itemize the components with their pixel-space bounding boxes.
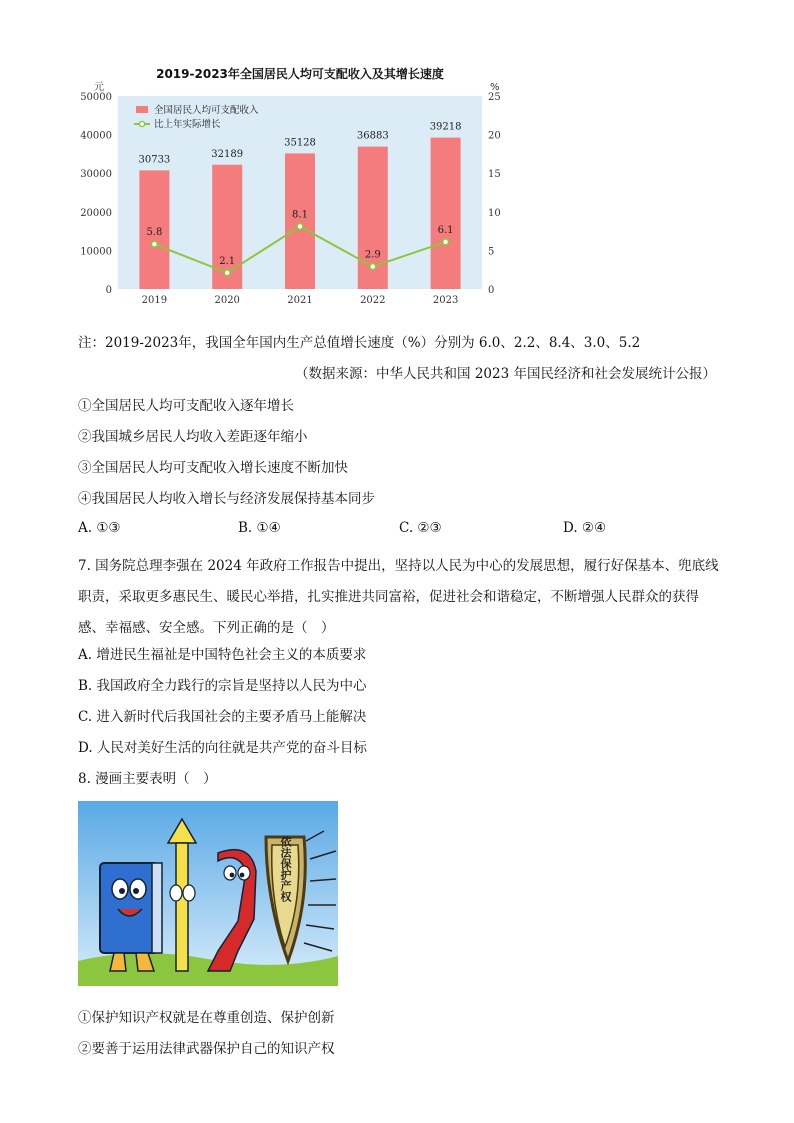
y-left-tick: 20000	[80, 207, 112, 219]
x-tick: 2021	[287, 295, 313, 306]
y-left-tick: 30000	[80, 169, 112, 181]
q7-option-d[interactable]: D. 人民对美好生活的向往就是共产党的奋斗目标	[78, 740, 367, 756]
y-right-tick: 15	[488, 169, 501, 181]
q6-statement-4: ④我国居民人均收入增长与经济发展保持基本同步	[78, 491, 375, 507]
q7-option-a[interactable]: A. 增进民生福祉是中国特色社会主义的本质要求	[78, 647, 367, 663]
growth-label: 8.1	[292, 209, 308, 221]
legend-line-marker	[139, 121, 144, 126]
y-left-tick: 50000	[80, 92, 112, 103]
cartoon-illustration	[78, 801, 338, 986]
ip-protection-cartoon	[78, 801, 338, 986]
q7-option-c[interactable]: C. 进入新时代后我国社会的主要矛盾马上能解决	[78, 709, 367, 725]
bar	[285, 153, 315, 289]
bar-label: 36883	[356, 130, 389, 142]
y-left-tick: 40000	[80, 130, 112, 142]
q7-option-b[interactable]: B. 我国政府全力践行的宗旨是坚持以人民为中心	[78, 678, 367, 694]
q8-stem: 8. 漫画主要表明（ ）	[78, 771, 217, 787]
y-left-tick: 10000	[80, 246, 112, 258]
bar	[431, 138, 461, 289]
q6-options	[78, 520, 718, 540]
x-tick: 2023	[432, 295, 459, 306]
q7-stem: 7. 国务院总理李强在 2024 年政府工作报告中提出，坚持以人民为中心的发展思想，履行好保基本、兜底线职责，采取更多惠民生、暖民心举措，扎实推进共同富裕，促进社会和谐稳定，不断增强人民群众的获得感、幸福感、安全感。下列正确的是（ ）	[78, 558, 719, 636]
income-chart-svg	[70, 62, 530, 312]
x-tick: 2020	[214, 295, 240, 306]
growth-label: 5.8	[146, 227, 163, 239]
q8-statement-2: ②要善于运用法律武器保护自己的知识产权	[78, 1041, 335, 1057]
q6-statement-3: ③全国居民人均可支配收入增长速度不断加快	[78, 460, 348, 476]
x-tick: 2019	[141, 295, 168, 306]
bar-label: 32189	[211, 148, 244, 160]
growth-label: 6.1	[437, 224, 454, 236]
chart-title: 2019-2023年全国居民人均可支配收入及其增长速度	[156, 67, 444, 81]
income-chart	[70, 62, 530, 312]
shield-text: 依法保护产权	[279, 836, 291, 902]
y-right-tick: 0	[488, 285, 495, 296]
growth-point	[297, 223, 303, 229]
q6-option-d[interactable]: D. ②④	[563, 520, 607, 536]
y-right-tick: 25	[488, 92, 501, 103]
bar-label: 35128	[284, 137, 316, 149]
legend-bar-swatch	[136, 106, 148, 113]
y-left-tick: 0	[105, 285, 112, 296]
q6-statement-2: ②我国城乡居民人均收入差距逐年缩小	[78, 429, 308, 445]
growth-label: 2.1	[219, 255, 236, 267]
q6-statement-1: ①全国居民人均可支配收入逐年增长	[78, 398, 294, 414]
q6-option-a[interactable]: A. ①③	[78, 520, 121, 536]
chart-source: （数据来源：中华人民共和国 2023 年国民经济和社会发展统计公报）	[295, 366, 716, 382]
legend-bar-label: 全国居民人均可支配收入	[154, 105, 259, 116]
y-right-tick: 5	[488, 246, 495, 258]
growth-label: 2.9	[364, 249, 381, 261]
y-left-unit: 元	[94, 82, 104, 93]
x-tick: 2022	[360, 295, 386, 306]
growth-point	[151, 241, 157, 247]
q6-option-c[interactable]: C. ②③	[399, 520, 442, 536]
q6-option-b[interactable]: B. ①④	[238, 520, 281, 536]
q8-statement-1: ①保护知识产权就是在尊重创造、保护创新	[78, 1010, 335, 1026]
bar-label: 30733	[138, 154, 171, 166]
growth-point	[370, 264, 376, 270]
y-right-unit: %	[490, 82, 500, 93]
growth-point	[443, 239, 449, 245]
growth-point	[224, 270, 230, 276]
bar-label: 39218	[429, 121, 462, 133]
chart-note: 注：2019-2023年，我国全年国内生产总值增长速度（%）分别为 6.0、2.2、8.4、3.0、5.2	[78, 335, 641, 351]
legend-line-label: 比上年实际增长	[154, 119, 221, 130]
y-right-tick: 10	[488, 207, 501, 219]
y-right-tick: 20	[488, 130, 501, 142]
